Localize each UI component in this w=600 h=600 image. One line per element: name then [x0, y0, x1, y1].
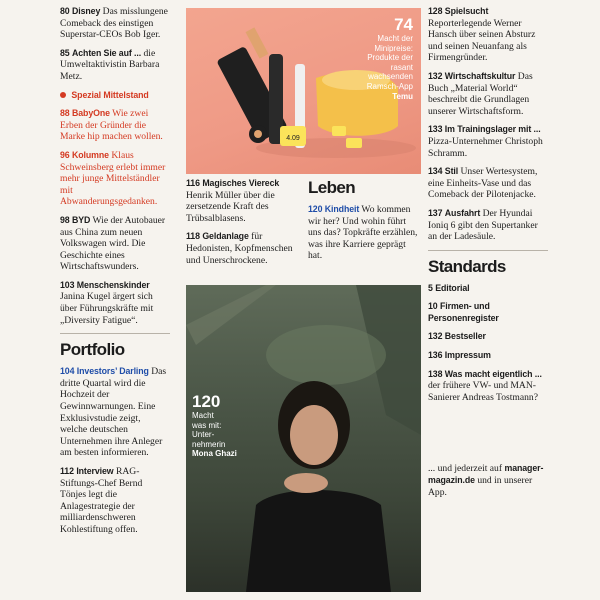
entry-text: Wo kommen wir her? Und wohin führt uns das? Topkräfte erzählen, was ihre Karriere geprägt hat.	[308, 204, 418, 262]
toc-entry[interactable]	[60, 108, 170, 143]
toc-entry[interactable]	[428, 208, 548, 243]
entry-heading: Firmen- und Personenregister	[428, 301, 499, 323]
toc-entry[interactable]	[60, 150, 170, 208]
temu-caption	[367, 16, 413, 101]
toc-entry[interactable]	[60, 6, 170, 41]
divider	[60, 333, 170, 334]
entry-text: Unser Wertesystem, eine Einheits-Vase und das Comeback der Pilotenjacke.	[428, 166, 538, 201]
caption-name: Mona Ghazi	[192, 449, 237, 459]
entry-heading: Spezial Mittelstand	[71, 89, 149, 100]
page-number: 10	[428, 301, 438, 312]
entry-text: Henrik Müller über die zersetzende Kraft des Trübsalblasens.	[186, 189, 275, 224]
mona-ghazi-photo[interactable]	[186, 285, 421, 592]
page-number: 120	[192, 392, 221, 411]
page-number: 112	[60, 466, 74, 476]
section-title-standards: Standards	[428, 256, 506, 276]
page-number: 85	[60, 47, 70, 58]
entry-heading: Menschenskinder	[76, 279, 150, 290]
mona-caption	[192, 393, 237, 459]
page-number: 80	[60, 6, 70, 16]
toc-entry[interactable]	[60, 466, 170, 536]
page-number: 74	[394, 15, 413, 34]
entry-heading: Ausfahrt	[444, 207, 481, 218]
entry-text: Der Hyundai Ioniq 6 gibt den Supertanker an der Ladesäule.	[428, 207, 538, 243]
page-number: 96	[60, 149, 70, 160]
caption-text: nehmerin	[192, 439, 226, 449]
entry-heading: Magisches Viereck	[202, 178, 280, 188]
middle-left-column	[186, 178, 298, 273]
column-right	[428, 6, 548, 505]
toc-entry[interactable]	[428, 283, 548, 295]
page-number: 137	[428, 207, 443, 218]
toc-entry[interactable]	[428, 331, 548, 343]
entry-text: Das dritte Quartal wird die Hochzeit der Gewinnwarnungen. Eine Exklusivstudie zeigt, welche deutschen Unternehmen ihre Anleger am besten informieren.	[60, 366, 167, 459]
entry-heading: Kolumne	[72, 149, 109, 160]
page-number: 134	[428, 166, 443, 177]
page-number: 116	[186, 178, 200, 188]
section-title-portfolio: Portfolio	[60, 340, 125, 360]
entry-heading: Achten Sie auf ...	[72, 47, 142, 58]
middle-right-column	[308, 178, 420, 269]
page-number: 120	[308, 204, 323, 214]
page-number: 128	[428, 6, 443, 16]
toc-entry[interactable]	[428, 166, 548, 201]
temu-products-photo[interactable]	[186, 8, 421, 174]
entry-heading: Geldanlage	[202, 231, 249, 242]
footer-text: und in unserer App.	[428, 475, 533, 498]
caption-text: Ramsch-App	[366, 81, 413, 91]
entry-text: Das misslungene Comeback des einstigen Superstar-CEOs Bob Iger.	[60, 6, 168, 41]
entry-heading: Kindheit	[324, 204, 360, 214]
entry-heading: Editorial	[435, 282, 470, 293]
toc-entry[interactable]	[308, 204, 420, 262]
entry-heading: Disney	[72, 6, 101, 16]
entry-text: für Hedonisten, Kopfmenschen und Unerschrockene.	[186, 231, 293, 266]
column-left	[60, 6, 170, 543]
caption-text: Macht der	[377, 34, 413, 43]
divider	[428, 250, 548, 251]
caption-text: was mit:	[192, 420, 222, 430]
caption-text: Macht	[192, 411, 214, 420]
toc-entry[interactable]	[428, 6, 548, 64]
caption-text: rasant	[390, 62, 413, 72]
caption-text: Produkte der	[367, 53, 413, 63]
page-number: 5	[428, 282, 433, 293]
toc-entry[interactable]	[428, 369, 548, 404]
page-number: 132	[428, 331, 443, 342]
toc-entry[interactable]	[186, 178, 298, 224]
entry-text: Pizza-Unternehmer Christoph Schramm.	[428, 135, 543, 159]
entry-heading: BabyOne	[72, 108, 110, 119]
entry-text: Wie zwei Erben der Gründer die Marke hip machen wollen.	[60, 108, 163, 143]
caption-text: wachsenden	[368, 72, 413, 82]
special-section-label	[60, 90, 170, 102]
entry-text: RAG-Stiftungs-Chef Bernd Tönjes legt die Anlagestrategie der milliardenschweren Kohlestiftung offen.	[60, 466, 143, 535]
footer-note	[428, 463, 548, 498]
page-number: 104	[60, 366, 75, 377]
entry-text: Das Buch „Material World“ beschreibt die Grundlagen unserer Wirtschaftsform.	[428, 70, 533, 117]
toc-entry[interactable]	[428, 71, 548, 117]
entry-heading: Investors’ Darling	[76, 366, 149, 377]
page-number: 132	[428, 70, 443, 81]
toc-entry[interactable]	[60, 48, 170, 83]
section-title-leben: Leben	[308, 178, 356, 197]
svg-text:4.09: 4.09	[286, 135, 300, 142]
toc-entry[interactable]	[60, 280, 170, 326]
caption-text: Minipreise:	[374, 43, 413, 53]
entry-heading: Impressum	[444, 350, 491, 361]
page-number: 88	[60, 108, 70, 119]
entry-text: Wie der Autobauer aus China zum neuen Volkswagen wird. Die Geschichte eines Wirtschaftswunders.	[60, 214, 166, 273]
toc-entry[interactable]	[60, 366, 170, 459]
caption-text: Unter-	[192, 430, 215, 440]
entry-text: der frühere VW- und MAN-Sanierer Andreas Tostmann?	[428, 380, 538, 403]
entry-heading: Interview	[76, 466, 114, 476]
entry-heading: Wirtschaftskultur	[444, 70, 516, 81]
page-number: 136	[428, 350, 443, 361]
caption-brand: Temu	[392, 91, 413, 101]
entry-text: Janina Kugel ärgert sich über Führungskräfte mit „Diversity Fatigue“.	[60, 291, 154, 326]
page-number: 103	[60, 279, 75, 290]
toc-entry[interactable]	[428, 124, 548, 159]
entry-text: Reporterlegende Werner Hansch über seinen Absturz und seinen Neuanfang als Firmengründer.	[428, 17, 536, 64]
page-number: 133	[428, 124, 443, 135]
page-number: 118	[186, 231, 200, 242]
toc-entry[interactable]	[186, 231, 298, 266]
footer-text: ... und jederzeit auf	[428, 463, 503, 475]
entry-heading: BYD	[72, 214, 91, 225]
entry-text: Klaus Schweinsberg erlebt immer mehr junge Mittelständler mit Abwanderungsgedanken.	[60, 149, 166, 208]
entry-heading: Bestseller	[444, 331, 486, 342]
entry-heading: Im Trainingslager mit ...	[444, 124, 541, 135]
entry-heading: Spielsucht	[444, 6, 489, 16]
page-number: 98	[60, 214, 70, 225]
entry-text: die Umweltaktivistin Barbara Metz.	[60, 47, 160, 82]
page-number: 138	[428, 368, 443, 379]
entry-heading: Was macht eigentlich ...	[444, 368, 542, 379]
bullet-dot-icon	[60, 92, 66, 98]
entry-heading: Stil	[444, 166, 459, 177]
site-link[interactable]: manager-magazin.de	[428, 463, 544, 486]
toc-entry[interactable]	[60, 215, 170, 273]
toc-entry[interactable]	[428, 301, 548, 324]
toc-entry[interactable]	[428, 350, 548, 362]
